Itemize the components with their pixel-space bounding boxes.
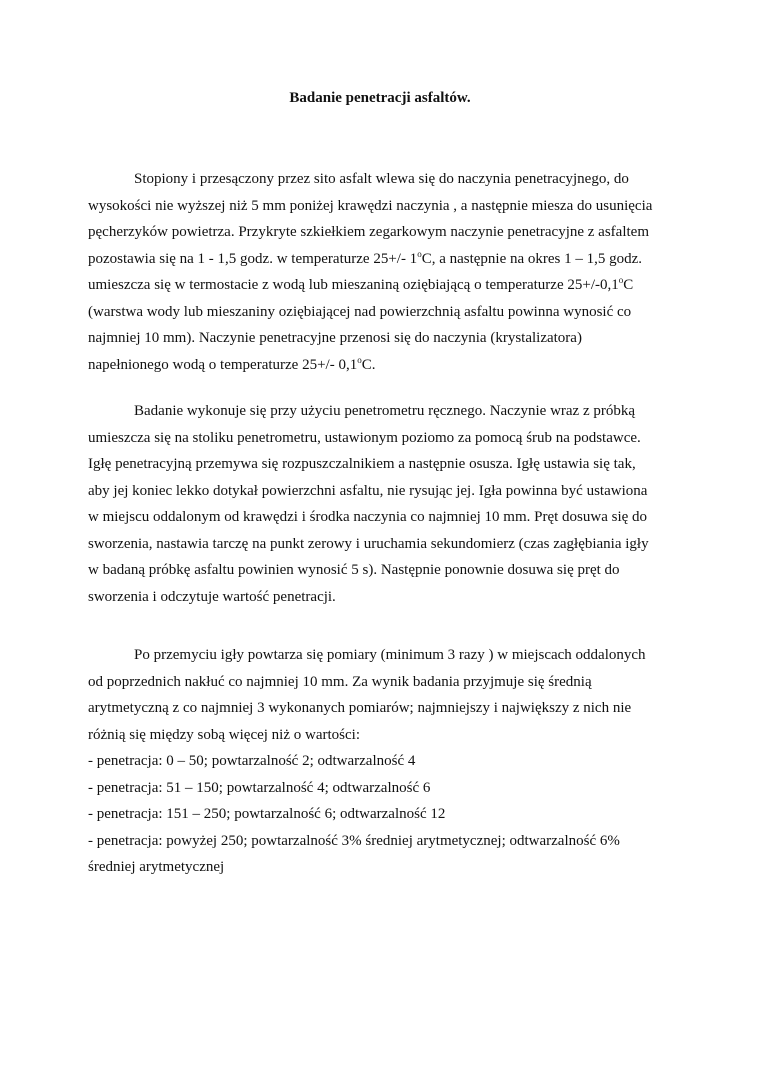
text-line: sworzenia i odczytuje wartość penetracji.: [88, 588, 336, 605]
text-segment: C, a następnie na okres 1 – 1,5 godz.: [421, 250, 643, 267]
text-line: w miejscu oddalonym od krawędzi i środka naczynia co najmniej 10 mm. Pręt dosuwa się do: [88, 509, 648, 525]
text-line: Po przemyciu igły powtarza się pomiary (minimum 3 razy ) w miejscach oddalonych: [134, 647, 646, 663]
text-line: (warstwa wody lub mieszaniny oziębiającej nad powierzchnią asfaltu powinna wynosić co: [88, 303, 632, 320]
degree-mark: o: [618, 275, 624, 285]
paragraph-2: [88, 398, 688, 610]
paragraph-3: [88, 642, 688, 881]
text-line: różnią się między sobą więcej niż o wartości:: [88, 726, 360, 743]
text-segment: napełnionego wodą o temperaturze 25+/- 0,1: [88, 356, 358, 373]
list-item: - penetracja: powyżej 250; powtarzalność 3% średniej arytmetycznej; odtwarzalność 6%: [88, 832, 620, 849]
text-line: umieszcza się na stoliku penetrometru, ustawionym poziomo za pomocą śrub na podstawce.: [88, 429, 641, 446]
text-line: wysokości nie wyższej niż 5 mm poniżej krawędzi naczynia , a następnie miesza do usunięcia: [88, 197, 653, 214]
list-item-continuation: średniej arytmetycznej: [88, 859, 225, 875]
text-segment: C.: [361, 356, 376, 373]
text-line: w badaną próbkę asfaltu powinien wynosić 5 s). Następnie ponownie dosuwa się pręt do: [88, 562, 620, 578]
list-item: - penetracja: 51 – 150; powtarzalność 4; odtwarzalność 6: [88, 779, 431, 796]
paragraph-1: [88, 166, 688, 378]
text-line: Igłę penetracyjną przemywa się rozpuszczalnikiem a następnie osusza. Igłę ustawia się tak,: [88, 456, 636, 472]
degree-mark: o: [417, 248, 422, 259]
text-line: aby jej koniec lekko dotykał powierzchni asfaltu, nie rysując jej. Igła powinna być ustawiona: [88, 482, 648, 499]
text-line: pęcherzyków powietrza. Przykryte szkiełkiem zegarkowym naczynie penetracyjne z asfaltem: [88, 224, 649, 240]
text-segment: C: [623, 277, 634, 293]
text-line: od poprzednich nakłuć co najmniej 10 mm. Za wynik badania przyjmuje się średnią: [88, 673, 592, 690]
text-line-with-degree: [88, 246, 688, 273]
text-line: Stopiony i przesączony przez sito asfalt wlewa się do naczynia penetracyjnego, do: [134, 171, 629, 187]
text-segment: umieszcza się w termostacie z wodą lub mieszaniną oziębiającą o temperaturze 25+/-0,1: [88, 277, 619, 293]
text-line: Badanie wykonuje się przy użyciu penetrometru ręcznego. Naczynie wraz z próbką: [134, 403, 636, 419]
list-item: - penetracja: 0 – 50; powtarzalność 2; odtwarzalność 4: [88, 753, 416, 769]
text-line: sworzenia, nastawia tarczę na punkt zerowy i uruchamia sekundomierz (czas zagłębiania igły: [88, 535, 649, 552]
degree-mark: o: [357, 354, 362, 365]
text-line: najmniej 10 mm). Naczynie penetracyjne przenosi się do naczynia (krystalizatora): [88, 330, 582, 346]
text-segment: pozostawia się na 1 - 1,5 godz. w temperaturze 25+/- 1: [88, 250, 418, 267]
text-line-with-degree: [88, 272, 688, 299]
list-item: - penetracja: 151 – 250; powtarzalność 6; odtwarzalność 12: [88, 806, 446, 822]
text-line-with-degree: [88, 352, 688, 379]
document-title: Badanie penetracji asfaltów.: [289, 90, 471, 106]
text-line: arytmetyczną z co najmniej 3 wykonanych pomiarów; najmniejszy i największy z nich nie: [88, 700, 632, 716]
